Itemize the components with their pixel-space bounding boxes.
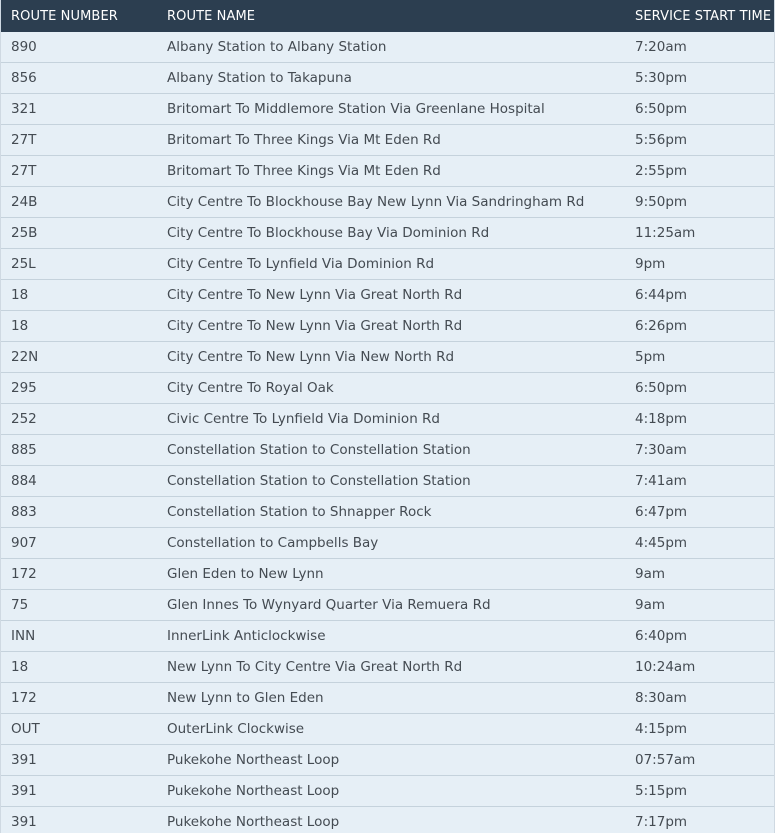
service-start-time-cell: 2:55pm [625, 156, 774, 187]
service-start-time-cell: 6:40pm [625, 621, 774, 652]
service-start-time-cell: 7:30am [625, 435, 774, 466]
route-name-cell: City Centre To Royal Oak [157, 373, 625, 404]
table-row[interactable] [1, 187, 774, 218]
table-row[interactable] [1, 776, 774, 807]
route-name-cell: Glen Innes To Wynyard Quarter Via Remuera Rd [157, 590, 625, 621]
route-name-cell: City Centre To New Lynn Via New North Rd [157, 342, 625, 373]
route-number-cell: 25L [1, 249, 157, 280]
route-name-cell: Glen Eden to New Lynn [157, 559, 625, 590]
route-number-cell: 391 [1, 776, 157, 807]
route-name-cell: New Lynn To City Centre Via Great North Rd [157, 652, 625, 683]
table-header [1, 0, 774, 32]
table-row[interactable] [1, 32, 774, 63]
route-name-cell: Constellation Station to Constellation Station [157, 435, 625, 466]
table-body [1, 32, 774, 833]
table-row[interactable] [1, 280, 774, 311]
route-number-cell: 907 [1, 528, 157, 559]
route-number-cell: 27T [1, 156, 157, 187]
route-name-cell: Civic Centre To Lynfield Via Dominion Rd [157, 404, 625, 435]
service-start-time-cell: 6:26pm [625, 311, 774, 342]
route-name-cell: Pukekohe Northeast Loop [157, 745, 625, 776]
route-number-cell: INN [1, 621, 157, 652]
table-row[interactable] [1, 652, 774, 683]
service-start-time-cell: 5:15pm [625, 776, 774, 807]
service-start-time-cell: 6:47pm [625, 497, 774, 528]
route-name-cell: Pukekohe Northeast Loop [157, 807, 625, 833]
table-row[interactable] [1, 342, 774, 373]
table-row[interactable] [1, 125, 774, 156]
service-start-time-cell: 5:56pm [625, 125, 774, 156]
service-start-time-cell: 6:50pm [625, 373, 774, 404]
table-row[interactable] [1, 373, 774, 404]
service-start-time-cell: 5pm [625, 342, 774, 373]
header-service-start-time[interactable]: SERVICE START TIME [625, 0, 774, 32]
table-row[interactable] [1, 497, 774, 528]
routes-table [1, 0, 774, 833]
route-name-cell: City Centre To New Lynn Via Great North Rd [157, 311, 625, 342]
service-start-time-cell: 8:30am [625, 683, 774, 714]
table-row[interactable] [1, 621, 774, 652]
route-number-cell: 75 [1, 590, 157, 621]
route-number-cell: 856 [1, 63, 157, 94]
route-number-cell: 252 [1, 404, 157, 435]
route-number-cell: 295 [1, 373, 157, 404]
table-row[interactable] [1, 156, 774, 187]
service-start-time-cell: 9pm [625, 249, 774, 280]
service-start-time-cell: 07:57am [625, 745, 774, 776]
table-row[interactable] [1, 807, 774, 833]
route-number-cell: 884 [1, 466, 157, 497]
route-name-cell: Constellation Station to Shnapper Rock [157, 497, 625, 528]
route-name-cell: Albany Station to Takapuna [157, 63, 625, 94]
route-number-cell: 27T [1, 125, 157, 156]
service-start-time-cell: 7:17pm [625, 807, 774, 833]
table-row[interactable] [1, 683, 774, 714]
route-number-cell: 24B [1, 187, 157, 218]
route-number-cell: 22N [1, 342, 157, 373]
table-row[interactable] [1, 249, 774, 280]
service-start-time-cell: 9:50pm [625, 187, 774, 218]
service-start-time-cell: 10:24am [625, 652, 774, 683]
service-start-time-cell: 11:25am [625, 218, 774, 249]
route-number-cell: 172 [1, 683, 157, 714]
route-number-cell: 18 [1, 652, 157, 683]
route-number-cell: 883 [1, 497, 157, 528]
route-name-cell: City Centre To Blockhouse Bay Via Dominion Rd [157, 218, 625, 249]
route-number-cell: 890 [1, 32, 157, 63]
service-start-time-cell: 4:18pm [625, 404, 774, 435]
route-name-cell: Britomart To Three Kings Via Mt Eden Rd [157, 156, 625, 187]
table-row[interactable] [1, 528, 774, 559]
service-start-time-cell: 4:15pm [625, 714, 774, 745]
table-row[interactable] [1, 94, 774, 125]
route-name-cell: City Centre To Blockhouse Bay New Lynn Via Sandringham Rd [157, 187, 625, 218]
service-start-time-cell: 7:41am [625, 466, 774, 497]
service-start-time-cell: 4:45pm [625, 528, 774, 559]
service-start-time-cell: 6:44pm [625, 280, 774, 311]
route-number-cell: 25B [1, 218, 157, 249]
table-row[interactable] [1, 404, 774, 435]
table-row[interactable] [1, 435, 774, 466]
route-name-cell: Britomart To Three Kings Via Mt Eden Rd [157, 125, 625, 156]
table-row[interactable] [1, 218, 774, 249]
table-row[interactable] [1, 714, 774, 745]
route-name-cell: Albany Station to Albany Station [157, 32, 625, 63]
service-start-time-cell: 5:30pm [625, 63, 774, 94]
route-name-cell: InnerLink Anticlockwise [157, 621, 625, 652]
table-row[interactable] [1, 466, 774, 497]
header-route-name[interactable]: ROUTE NAME [157, 0, 625, 32]
route-name-cell: OuterLink Clockwise [157, 714, 625, 745]
table-row[interactable] [1, 559, 774, 590]
route-number-cell: 321 [1, 94, 157, 125]
service-start-time-cell: 6:50pm [625, 94, 774, 125]
route-name-cell: Constellation to Campbells Bay [157, 528, 625, 559]
route-number-cell: 172 [1, 559, 157, 590]
route-name-cell: City Centre To New Lynn Via Great North Rd [157, 280, 625, 311]
table-row[interactable] [1, 63, 774, 94]
service-start-time-cell: 9am [625, 590, 774, 621]
route-number-cell: 18 [1, 280, 157, 311]
table-row[interactable] [1, 311, 774, 342]
route-number-cell: 391 [1, 807, 157, 833]
service-start-time-cell: 7:20am [625, 32, 774, 63]
route-number-cell: 885 [1, 435, 157, 466]
service-start-time-cell: 9am [625, 559, 774, 590]
route-number-cell: 391 [1, 745, 157, 776]
route-name-cell: Constellation Station to Constellation Station [157, 466, 625, 497]
route-name-cell: City Centre To Lynfield Via Dominion Rd [157, 249, 625, 280]
route-name-cell: New Lynn to Glen Eden [157, 683, 625, 714]
table-row[interactable] [1, 745, 774, 776]
route-name-cell: Britomart To Middlemore Station Via Greenlane Hospital [157, 94, 625, 125]
route-number-cell: 18 [1, 311, 157, 342]
header-route-number[interactable]: ROUTE NUMBER [1, 0, 157, 32]
route-name-cell: Pukekohe Northeast Loop [157, 776, 625, 807]
route-number-cell: OUT [1, 714, 157, 745]
header-row [1, 0, 774, 32]
table-row[interactable] [1, 590, 774, 621]
